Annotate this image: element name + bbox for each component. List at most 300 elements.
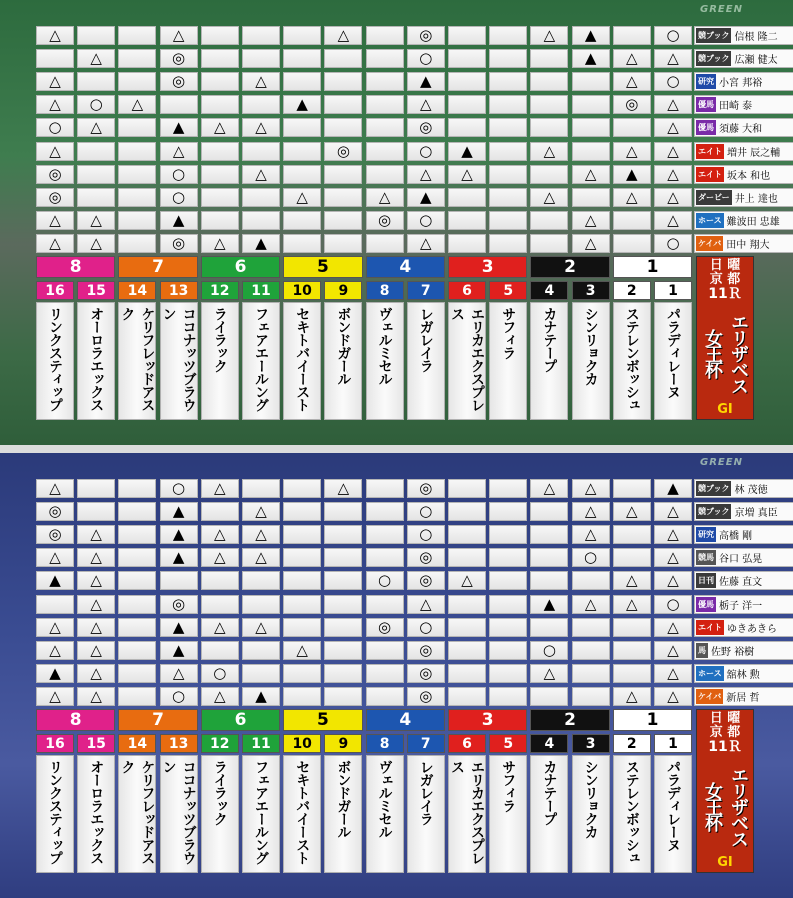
mark-cell: △ — [448, 571, 486, 590]
horse-name: ライラック — [201, 755, 239, 873]
mark-cell — [489, 211, 527, 230]
mark-cell — [283, 26, 321, 45]
mark-cell — [489, 118, 527, 137]
race-venue: 京 都 — [709, 725, 741, 740]
mark-cell: △ — [242, 525, 280, 544]
horse-number: 4 — [530, 281, 568, 300]
mark-cell: ▲ — [160, 618, 198, 637]
mark-cell: △ — [77, 571, 115, 590]
mark-cell — [489, 525, 527, 544]
mark-cell: △ — [118, 95, 156, 114]
frame-number-header: 6 — [201, 709, 280, 731]
mark-cell — [118, 641, 156, 660]
mark-cell — [201, 95, 239, 114]
horse-name: シンリョクカ — [572, 755, 610, 873]
predictor-name: 新居 哲 — [726, 692, 760, 704]
frame-number-header: 5 — [283, 256, 362, 278]
mark-cell — [489, 188, 527, 207]
mark-cell — [489, 664, 527, 683]
mark-cell — [448, 548, 486, 567]
mark-cell — [366, 72, 404, 91]
mark-cell — [36, 595, 74, 614]
mark-cell — [448, 595, 486, 614]
mark-cell — [489, 234, 527, 253]
mark-cell — [530, 211, 568, 230]
mark-cell — [242, 95, 280, 114]
mark-cell — [366, 641, 404, 660]
mark-cell — [118, 479, 156, 498]
horse-name: ステレンボッシュ — [613, 302, 651, 420]
mark-cell — [448, 502, 486, 521]
mark-cell: △ — [530, 664, 568, 683]
mark-cell — [201, 142, 239, 161]
mark-cell — [448, 49, 486, 68]
race-label — [696, 709, 754, 873]
mark-cell: △ — [36, 618, 74, 637]
mark-cell: ◎ — [613, 95, 651, 114]
mark-cell — [242, 49, 280, 68]
mark-cell: △ — [324, 26, 362, 45]
mark-cell: △ — [160, 26, 198, 45]
mark-cell: ▲ — [283, 95, 321, 114]
mark-cell: △ — [572, 502, 610, 521]
horse-name: カナテープ — [530, 302, 568, 420]
mark-cell — [489, 72, 527, 91]
mark-cell: ◎ — [407, 479, 445, 498]
mark-cell: △ — [77, 525, 115, 544]
mark-cell — [283, 618, 321, 637]
mark-cell — [118, 49, 156, 68]
mark-cell — [613, 234, 651, 253]
horse-number: 10 — [283, 281, 321, 300]
predictor-label — [694, 26, 793, 45]
mark-cell: ◎ — [407, 664, 445, 683]
mark-cell — [283, 525, 321, 544]
predictor-name: 広瀬 健太 — [734, 55, 778, 67]
mark-cell: △ — [613, 687, 651, 706]
horse-name: ヴェルミセル — [366, 302, 404, 420]
panel-divider — [0, 445, 793, 453]
mark-cell — [242, 571, 280, 590]
mark-cell: △ — [36, 26, 74, 45]
mark-cell: △ — [407, 95, 445, 114]
mark-cell — [489, 618, 527, 637]
mark-cell — [201, 571, 239, 590]
newspaper-tag: 競ブック — [696, 504, 731, 519]
mark-cell — [489, 571, 527, 590]
mark-cell: ○ — [407, 525, 445, 544]
mark-cell — [324, 188, 362, 207]
mark-cell: △ — [77, 118, 115, 137]
mark-cell — [366, 49, 404, 68]
mark-cell: ▲ — [242, 687, 280, 706]
horse-name: パラディレーヌ — [654, 302, 692, 420]
frame-number-header: 2 — [530, 709, 609, 731]
mark-cell — [530, 234, 568, 253]
mark-cell: △ — [613, 72, 651, 91]
mark-cell: △ — [407, 165, 445, 184]
mark-cell: △ — [283, 641, 321, 660]
mark-cell — [160, 571, 198, 590]
horse-number: 1 — [654, 281, 692, 300]
predictor-name: 井上 達也 — [734, 193, 778, 205]
mark-cell: ◎ — [407, 118, 445, 137]
horse-name: ココナッツブラウン — [160, 755, 198, 873]
mark-cell — [283, 118, 321, 137]
mark-cell — [366, 687, 404, 706]
mark-cell — [324, 211, 362, 230]
mark-cell — [448, 479, 486, 498]
newspaper-tag: 優馬 — [696, 597, 716, 612]
mark-cell — [283, 595, 321, 614]
frame-number-header: 2 — [530, 256, 609, 278]
newspaper-tag: 競ブック — [696, 51, 731, 66]
mark-cell: △ — [242, 72, 280, 91]
mark-cell — [489, 142, 527, 161]
mark-cell: △ — [613, 571, 651, 590]
newspaper-tag: ダービー — [696, 190, 732, 205]
mark-cell — [283, 687, 321, 706]
race-number: 11Ｒ — [708, 286, 742, 302]
prediction-panel-bottom — [0, 453, 793, 898]
race-grade: GⅠ — [717, 402, 733, 417]
newspaper-tag: ケイバ — [696, 236, 723, 251]
mark-cell — [324, 165, 362, 184]
mark-cell — [366, 95, 404, 114]
horse-name: リンクスティップ — [36, 302, 74, 420]
mark-cell: ◎ — [160, 72, 198, 91]
horse-number: 14 — [118, 734, 156, 753]
mark-cell: ○ — [366, 571, 404, 590]
newspaper-tag: 優馬 — [696, 120, 716, 135]
predictor-name: 難波田 忠雄 — [726, 216, 780, 228]
mark-cell — [572, 687, 610, 706]
mark-cell — [118, 687, 156, 706]
mark-cell: ◎ — [407, 687, 445, 706]
mark-cell: △ — [613, 502, 651, 521]
horse-number: 4 — [530, 734, 568, 753]
mark-cell: △ — [201, 234, 239, 253]
mark-cell — [242, 641, 280, 660]
horse-name: サフィラ — [489, 302, 527, 420]
frame-number-header: 1 — [613, 709, 692, 731]
mark-cell: △ — [572, 525, 610, 544]
predictor-name: 佐野 裕樹 — [711, 646, 755, 658]
newspaper-tag: 日刊 — [696, 573, 716, 588]
mark-cell: △ — [407, 595, 445, 614]
predictor-label — [694, 664, 793, 683]
predictor-label — [694, 95, 793, 114]
frame-number-header: 4 — [366, 709, 445, 731]
mark-cell — [366, 165, 404, 184]
mark-cell — [366, 142, 404, 161]
mark-cell — [448, 687, 486, 706]
predictor-label — [694, 502, 793, 521]
predictor-name: 舘林 勲 — [726, 669, 760, 681]
mark-cell — [613, 26, 651, 45]
predictor-label — [694, 188, 793, 207]
mark-cell: ▲ — [160, 211, 198, 230]
mark-cell — [613, 525, 651, 544]
mark-cell — [118, 234, 156, 253]
newspaper-tag: 馬 — [696, 643, 708, 658]
mark-cell: △ — [572, 479, 610, 498]
mark-cell: △ — [36, 95, 74, 114]
mark-cell — [324, 234, 362, 253]
mark-cell: ○ — [407, 142, 445, 161]
mark-cell — [324, 571, 362, 590]
horse-number: 12 — [201, 734, 239, 753]
mark-cell: △ — [654, 142, 692, 161]
mark-cell — [613, 211, 651, 230]
mark-cell: △ — [77, 641, 115, 660]
mark-cell: ◎ — [324, 142, 362, 161]
mark-cell: △ — [36, 211, 74, 230]
mark-cell — [201, 188, 239, 207]
mark-cell — [36, 49, 74, 68]
mark-cell — [366, 502, 404, 521]
mark-cell: ○ — [654, 595, 692, 614]
horse-name: シンリョクカ — [572, 302, 610, 420]
mark-cell — [530, 502, 568, 521]
mark-cell: ▲ — [36, 664, 74, 683]
mark-cell — [448, 72, 486, 91]
mark-cell: △ — [654, 525, 692, 544]
horse-name: ステレンボッシュ — [613, 755, 651, 873]
predictor-label — [694, 571, 793, 590]
frame-number-header: 8 — [36, 256, 115, 278]
mark-cell: ◎ — [160, 49, 198, 68]
mark-cell — [572, 142, 610, 161]
mark-cell: △ — [407, 234, 445, 253]
mark-cell — [242, 26, 280, 45]
mark-cell — [242, 211, 280, 230]
mark-cell — [530, 72, 568, 91]
predictor-name: 佐藤 直文 — [719, 577, 763, 589]
mark-cell — [448, 234, 486, 253]
mark-cell — [201, 72, 239, 91]
mark-cell: △ — [160, 142, 198, 161]
mark-cell: △ — [201, 548, 239, 567]
mark-cell — [242, 479, 280, 498]
predictor-name: 田崎 泰 — [719, 101, 753, 113]
mark-cell — [366, 595, 404, 614]
mark-cell — [613, 548, 651, 567]
mark-cell — [118, 525, 156, 544]
newspaper-tag: 競ブック — [696, 28, 731, 43]
predictor-label — [694, 687, 793, 706]
mark-cell: ○ — [407, 211, 445, 230]
frame-number-header: 4 — [366, 256, 445, 278]
mark-cell — [366, 479, 404, 498]
mark-cell — [201, 26, 239, 45]
mark-cell: △ — [572, 211, 610, 230]
horse-name: レガレイラ — [407, 302, 445, 420]
mark-cell — [118, 571, 156, 590]
race-title: エリザベス女王杯 — [702, 313, 749, 393]
horse-number: 11 — [242, 734, 280, 753]
mark-cell — [324, 641, 362, 660]
mark-cell: ▲ — [613, 165, 651, 184]
predictor-label — [694, 142, 793, 161]
mark-cell — [613, 641, 651, 660]
mark-cell — [283, 234, 321, 253]
mark-cell — [324, 72, 362, 91]
mark-cell: △ — [36, 687, 74, 706]
horse-number: 3 — [572, 281, 610, 300]
newspaper-tag: エイト — [696, 167, 724, 182]
mark-cell: ○ — [201, 664, 239, 683]
mark-cell: △ — [530, 479, 568, 498]
mark-cell: △ — [201, 525, 239, 544]
horse-name: パラディレーヌ — [654, 755, 692, 873]
mark-cell: △ — [201, 618, 239, 637]
mark-cell: ◎ — [36, 188, 74, 207]
mark-cell: ▲ — [160, 525, 198, 544]
newspaper-tag: 優馬 — [696, 97, 716, 112]
mark-cell: △ — [77, 49, 115, 68]
mark-cell — [572, 571, 610, 590]
horse-number: 9 — [324, 281, 362, 300]
mark-cell — [448, 188, 486, 207]
mark-cell — [324, 595, 362, 614]
mark-cell — [489, 687, 527, 706]
predictor-label — [694, 234, 793, 253]
frame-number-header: 6 — [201, 256, 280, 278]
mark-cell — [489, 502, 527, 521]
horse-name: フェアエールング — [242, 302, 280, 420]
mark-cell — [283, 479, 321, 498]
mark-cell: ○ — [530, 641, 568, 660]
mark-cell: △ — [654, 188, 692, 207]
horse-number: 15 — [77, 734, 115, 753]
mark-cell — [572, 618, 610, 637]
mark-cell: ○ — [654, 234, 692, 253]
mark-cell: △ — [654, 548, 692, 567]
mark-cell: △ — [36, 641, 74, 660]
horse-number: 14 — [118, 281, 156, 300]
mark-cell: △ — [201, 479, 239, 498]
mark-cell — [489, 49, 527, 68]
predictor-name: 栃子 洋一 — [719, 600, 763, 612]
mark-cell — [530, 525, 568, 544]
mark-cell — [324, 502, 362, 521]
horse-number: 13 — [160, 734, 198, 753]
predictor-name: 坂本 和也 — [727, 170, 771, 182]
mark-cell: ○ — [160, 479, 198, 498]
mark-cell: ◎ — [366, 618, 404, 637]
mark-cell: ▲ — [160, 641, 198, 660]
mark-cell — [489, 595, 527, 614]
mark-cell: ▲ — [242, 234, 280, 253]
newspaper-tag: ホース — [696, 666, 724, 681]
frame-number-header: 3 — [448, 709, 527, 731]
mark-cell: ◎ — [36, 502, 74, 521]
horse-name: エリカエクスプレス — [448, 755, 486, 873]
horse-number: 5 — [489, 734, 527, 753]
mark-cell: ▲ — [448, 142, 486, 161]
mark-cell — [77, 142, 115, 161]
mark-cell: ◎ — [160, 234, 198, 253]
race-grade: GⅠ — [717, 855, 733, 870]
frame-number-header: 3 — [448, 256, 527, 278]
horse-name: ケリフレッドアスク — [118, 302, 156, 420]
mark-cell: ◎ — [36, 525, 74, 544]
mark-cell — [489, 641, 527, 660]
mark-cell: △ — [530, 188, 568, 207]
mark-cell: ○ — [160, 188, 198, 207]
horse-name: エリカエクスプレス — [448, 302, 486, 420]
mark-cell — [489, 95, 527, 114]
mark-cell — [77, 188, 115, 207]
mark-cell — [366, 118, 404, 137]
horse-number: 2 — [613, 734, 651, 753]
mark-cell: ▲ — [160, 118, 198, 137]
mark-cell — [366, 234, 404, 253]
mark-cell — [118, 664, 156, 683]
newspaper-tag: 研究 — [696, 527, 716, 542]
horse-number: 5 — [489, 281, 527, 300]
horse-number: 16 — [36, 734, 74, 753]
mark-cell — [160, 95, 198, 114]
mark-cell: △ — [36, 234, 74, 253]
mark-cell — [572, 664, 610, 683]
horse-name: ボンドガール — [324, 302, 362, 420]
mark-cell: △ — [77, 234, 115, 253]
mark-cell — [448, 664, 486, 683]
frame-number-header: 7 — [118, 256, 197, 278]
mark-cell: △ — [36, 479, 74, 498]
mark-cell — [118, 211, 156, 230]
mark-cell — [324, 525, 362, 544]
mark-cell: △ — [77, 618, 115, 637]
mark-cell — [448, 211, 486, 230]
mark-cell: △ — [242, 548, 280, 567]
horse-number: 1 — [654, 734, 692, 753]
predictor-label — [694, 49, 793, 68]
mark-cell: △ — [654, 165, 692, 184]
mark-cell: △ — [654, 687, 692, 706]
mark-cell — [77, 26, 115, 45]
horse-number: 16 — [36, 281, 74, 300]
horse-name: ボンドガール — [324, 755, 362, 873]
predictor-label — [694, 479, 793, 498]
mark-cell: △ — [613, 595, 651, 614]
mark-cell — [77, 502, 115, 521]
mark-cell: △ — [572, 165, 610, 184]
predictor-label — [694, 72, 793, 91]
prediction-panel-top — [0, 0, 793, 445]
mark-cell — [283, 502, 321, 521]
mark-cell: △ — [242, 618, 280, 637]
mark-cell — [530, 118, 568, 137]
mark-cell: △ — [572, 595, 610, 614]
mark-cell: ▲ — [407, 188, 445, 207]
mark-cell — [489, 479, 527, 498]
mark-cell — [283, 571, 321, 590]
mark-cell: ○ — [407, 502, 445, 521]
mark-cell: △ — [36, 142, 74, 161]
horse-number: 10 — [283, 734, 321, 753]
mark-cell — [324, 618, 362, 637]
mark-cell: ▲ — [407, 72, 445, 91]
mark-cell: △ — [283, 188, 321, 207]
mark-cell: △ — [366, 188, 404, 207]
mark-cell: ○ — [572, 548, 610, 567]
mark-cell: △ — [77, 548, 115, 567]
mark-cell — [242, 595, 280, 614]
mark-cell — [77, 72, 115, 91]
